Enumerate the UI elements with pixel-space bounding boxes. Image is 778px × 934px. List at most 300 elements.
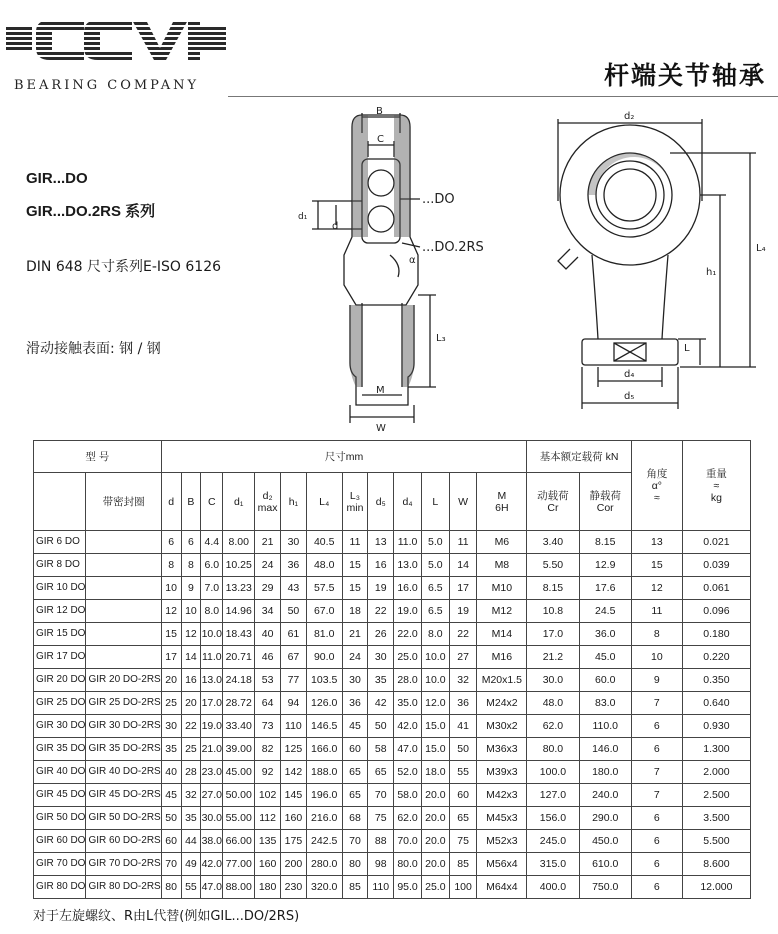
value-cell: 13.0	[394, 554, 422, 577]
header-load-ratings: 基本额定载荷 kN	[527, 441, 632, 473]
value-cell: 21.2	[527, 646, 579, 669]
value-cell: 100	[449, 876, 477, 899]
value-cell: 23.0	[201, 761, 223, 784]
value-cell: 92	[255, 761, 281, 784]
sealed-model-cell	[86, 600, 161, 623]
value-cell: 12	[631, 577, 682, 600]
value-cell: 6	[631, 715, 682, 738]
value-cell: 15	[342, 577, 368, 600]
model-cell: GIR 40 DO	[34, 761, 86, 784]
value-cell: 145	[281, 784, 307, 807]
value-cell: 80	[161, 876, 181, 899]
sealed-model-cell	[86, 577, 161, 600]
value-cell: 18.43	[223, 623, 255, 646]
value-cell: 6	[631, 830, 682, 853]
value-cell: 17.0	[527, 623, 579, 646]
value-cell: M52x3	[477, 830, 527, 853]
value-cell: 45.00	[223, 761, 255, 784]
value-cell: 50	[449, 738, 477, 761]
value-cell: 11	[342, 531, 368, 554]
model-cell: GIR 80 DO	[34, 876, 86, 899]
value-cell: 62.0	[527, 715, 579, 738]
value-cell: 242.5	[306, 830, 342, 853]
value-cell: 17.0	[201, 692, 223, 715]
value-cell: M20x1.5	[477, 669, 527, 692]
model-cell: GIR 30 DO	[34, 715, 86, 738]
value-cell: 55	[449, 761, 477, 784]
value-cell: 166.0	[306, 738, 342, 761]
label-M: M	[376, 385, 385, 396]
header-dim-col-line1: M	[497, 489, 507, 502]
value-cell: 21	[255, 531, 281, 554]
value-cell: 30.0	[527, 669, 579, 692]
header-weight-approx: ≈	[713, 479, 720, 492]
header-sealed: 带密封圈	[86, 473, 161, 531]
value-cell: 58.0	[394, 784, 422, 807]
value-cell: 216.0	[306, 807, 342, 830]
value-cell: 3.500	[682, 807, 750, 830]
header-divider	[228, 96, 778, 97]
header-dim-col	[477, 473, 527, 531]
company-logo	[6, 12, 226, 92]
value-cell: 180.0	[579, 761, 631, 784]
value-cell: 53	[255, 669, 281, 692]
value-cell: M30x2	[477, 715, 527, 738]
value-cell: 110	[281, 715, 307, 738]
value-cell: 10	[631, 646, 682, 669]
value-cell: 10	[161, 577, 181, 600]
value-cell: 146.0	[579, 738, 631, 761]
value-cell: 42.0	[201, 853, 223, 876]
value-cell: 15	[631, 554, 682, 577]
value-cell: 41	[449, 715, 477, 738]
value-cell: 0.640	[682, 692, 750, 715]
value-cell: 102	[255, 784, 281, 807]
value-cell: 81.0	[306, 623, 342, 646]
sealed-model-cell: GIR 60 DO-2RS	[86, 830, 161, 853]
value-cell: 9	[181, 577, 201, 600]
value-cell: 17.6	[579, 577, 631, 600]
series-title-do2rs: GIR...DO.2RS 系列	[26, 203, 156, 220]
model-cell: GIR 20 DO	[34, 669, 86, 692]
value-cell: 95.0	[394, 876, 422, 899]
value-cell: 10.0	[201, 623, 223, 646]
value-cell: 3.40	[527, 531, 579, 554]
value-cell: 6.0	[201, 554, 223, 577]
value-cell: 64	[255, 692, 281, 715]
model-cell: GIR 35 DO	[34, 738, 86, 761]
value-cell: 14	[181, 646, 201, 669]
label-alpha: α	[409, 255, 416, 266]
table-row	[34, 853, 751, 876]
value-cell: 0.096	[682, 600, 750, 623]
value-cell: 28	[181, 761, 201, 784]
header-dim-col-line1: L	[432, 495, 439, 508]
header-model: 型 号	[34, 441, 162, 473]
header-dim-col	[368, 473, 394, 531]
label-h1: h₁	[706, 267, 717, 278]
header-dim-col-line1: d₅	[375, 495, 386, 508]
value-cell: 8.0	[421, 623, 449, 646]
ccvi-logo-mark	[6, 12, 226, 68]
value-cell: 6.5	[421, 577, 449, 600]
value-cell: 24	[342, 646, 368, 669]
label-W: W	[376, 423, 386, 434]
value-cell: 70.0	[394, 830, 422, 853]
table-row	[34, 715, 751, 738]
model-cell: GIR 12 DO	[34, 600, 86, 623]
value-cell: 8	[161, 554, 181, 577]
value-cell: 19	[449, 600, 477, 623]
header-dim-col	[255, 473, 281, 531]
value-cell: 65	[368, 761, 394, 784]
header-dim-col	[449, 473, 477, 531]
value-cell: 11.0	[201, 646, 223, 669]
sealed-model-cell: GIR 45 DO-2RS	[86, 784, 161, 807]
value-cell: 38.0	[201, 830, 223, 853]
value-cell: 65	[342, 784, 368, 807]
header-dim-col-line2: 6H	[495, 501, 509, 514]
header-load-col-line2: Cr	[547, 501, 559, 514]
header-dim-col	[394, 473, 422, 531]
value-cell: 146.5	[306, 715, 342, 738]
value-cell: 55.00	[223, 807, 255, 830]
value-cell: 62.0	[394, 807, 422, 830]
value-cell: 82	[255, 738, 281, 761]
value-cell: 43	[281, 577, 307, 600]
table-row	[34, 738, 751, 761]
series-title-do: GIR...DO	[26, 170, 88, 187]
value-cell: 36.0	[579, 623, 631, 646]
table-body	[34, 531, 751, 899]
value-cell: 75	[368, 807, 394, 830]
value-cell: M8	[477, 554, 527, 577]
value-cell: 27	[449, 646, 477, 669]
value-cell: 0.350	[682, 669, 750, 692]
header-dim-col	[306, 473, 342, 531]
header-dim-col-line1: d₁	[234, 495, 244, 508]
value-cell: 0.061	[682, 577, 750, 600]
value-cell: 24.5	[579, 600, 631, 623]
value-cell: 18.0	[421, 761, 449, 784]
model-cell: GIR 10 DO	[34, 577, 86, 600]
value-cell: 188.0	[306, 761, 342, 784]
value-cell: 127.0	[527, 784, 579, 807]
value-cell: 16	[181, 669, 201, 692]
value-cell: 0.180	[682, 623, 750, 646]
value-cell: 160	[255, 853, 281, 876]
value-cell: M16	[477, 646, 527, 669]
value-cell: 18	[342, 600, 368, 623]
table-row	[34, 876, 751, 899]
value-cell: 36	[281, 554, 307, 577]
value-cell: 33.40	[223, 715, 255, 738]
value-cell: 22	[368, 600, 394, 623]
value-cell: 110.0	[579, 715, 631, 738]
value-cell: 45	[342, 715, 368, 738]
value-cell: 30	[161, 715, 181, 738]
value-cell: 58	[368, 738, 394, 761]
value-cell: 16.0	[394, 577, 422, 600]
value-cell: 46	[255, 646, 281, 669]
value-cell: 160	[281, 807, 307, 830]
header-dim-col-line1: C	[208, 495, 216, 508]
value-cell: 230	[281, 876, 307, 899]
value-cell: 103.5	[306, 669, 342, 692]
value-cell: 60.0	[579, 669, 631, 692]
value-cell: 30	[342, 669, 368, 692]
value-cell: 142	[281, 761, 307, 784]
header-dim-col-line1: L₃	[349, 489, 361, 502]
model-cell: GIR 25 DO	[34, 692, 86, 715]
table-row	[34, 761, 751, 784]
header-load-col	[527, 473, 579, 531]
value-cell: 112	[255, 807, 281, 830]
value-cell: 47.0	[394, 738, 422, 761]
value-cell: 12	[161, 600, 181, 623]
sealed-model-cell: GIR 20 DO-2RS	[86, 669, 161, 692]
value-cell: 15	[161, 623, 181, 646]
value-cell: 20.0	[421, 830, 449, 853]
sealed-model-cell: GIR 80 DO-2RS	[86, 876, 161, 899]
value-cell: 125	[281, 738, 307, 761]
value-cell: 30.0	[201, 807, 223, 830]
header-dim-col-line1: L₄	[319, 495, 330, 508]
value-cell: 25	[181, 738, 201, 761]
value-cell: 240.0	[579, 784, 631, 807]
sealed-model-cell: GIR 50 DO-2RS	[86, 807, 161, 830]
value-cell: 32	[181, 784, 201, 807]
model-cell: GIR 6 DO	[34, 531, 86, 554]
value-cell: 21	[342, 623, 368, 646]
value-cell: 50	[368, 715, 394, 738]
value-cell: 320.0	[306, 876, 342, 899]
spec-table	[33, 440, 751, 899]
sealed-model-cell	[86, 646, 161, 669]
value-cell: 7	[631, 761, 682, 784]
model-cell: GIR 60 DO	[34, 830, 86, 853]
value-cell: 20	[181, 692, 201, 715]
value-cell: 8.0	[201, 600, 223, 623]
table-row	[34, 784, 751, 807]
value-cell: 6	[631, 876, 682, 899]
header-dim-col	[201, 473, 223, 531]
header-dimensions: 尺寸mm	[161, 441, 527, 473]
value-cell: 750.0	[579, 876, 631, 899]
value-cell: 50	[161, 807, 181, 830]
value-cell: 83.0	[579, 692, 631, 715]
standard-reference: DIN 648 尺寸系列E-ISO 6126	[26, 259, 222, 275]
value-cell: 610.0	[579, 853, 631, 876]
value-cell: 44	[181, 830, 201, 853]
value-cell: 0.021	[682, 531, 750, 554]
header-dim-col-line1: d₂	[262, 489, 273, 502]
value-cell: 5.500	[682, 830, 750, 853]
value-cell: 1.300	[682, 738, 750, 761]
value-cell: 14	[449, 554, 477, 577]
value-cell: 65	[342, 761, 368, 784]
value-cell: 22.0	[394, 623, 422, 646]
value-cell: 315.0	[527, 853, 579, 876]
label-L: L	[684, 343, 690, 354]
value-cell: 6	[181, 531, 201, 554]
value-cell: 24.18	[223, 669, 255, 692]
header-dim-col	[281, 473, 307, 531]
header-dim-col	[223, 473, 255, 531]
value-cell: 40.5	[306, 531, 342, 554]
header-dim-col	[161, 473, 181, 531]
rod-end-section-drawing	[290, 105, 530, 435]
value-cell: 48.0	[306, 554, 342, 577]
value-cell: 47.0	[201, 876, 223, 899]
table-row	[34, 623, 751, 646]
table-row	[34, 646, 751, 669]
table-row	[34, 807, 751, 830]
value-cell: 8.15	[579, 531, 631, 554]
value-cell: 52.0	[394, 761, 422, 784]
sealed-model-cell: GIR 35 DO-2RS	[86, 738, 161, 761]
value-cell: 13	[631, 531, 682, 554]
value-cell: 8.600	[682, 853, 750, 876]
value-cell: 80	[342, 853, 368, 876]
value-cell: 75	[449, 830, 477, 853]
value-cell: 8.00	[223, 531, 255, 554]
model-cell: GIR 15 DO	[34, 623, 86, 646]
value-cell: 25.0	[394, 646, 422, 669]
value-cell: 20.0	[421, 784, 449, 807]
header-load-col	[579, 473, 631, 531]
footnote: 对于左旋螺纹、R由L代替(例如GIL...DO/2RS)	[33, 909, 300, 924]
value-cell: 8.15	[527, 577, 579, 600]
header-dim-col-line1: d	[168, 495, 175, 508]
value-cell: 10.0	[421, 669, 449, 692]
label-d5: d₅	[624, 391, 635, 402]
value-cell: 29	[255, 577, 281, 600]
value-cell: 85	[449, 853, 477, 876]
value-cell: 20.71	[223, 646, 255, 669]
value-cell: M45x3	[477, 807, 527, 830]
value-cell: 126.0	[306, 692, 342, 715]
value-cell: 55	[181, 876, 201, 899]
value-cell: 6.5	[421, 600, 449, 623]
header-dim-col	[342, 473, 368, 531]
sealed-model-cell: GIR 30 DO-2RS	[86, 715, 161, 738]
value-cell: 8	[181, 554, 201, 577]
label-L4: L₄	[756, 243, 766, 254]
value-cell: 135	[255, 830, 281, 853]
value-cell: 98	[368, 853, 394, 876]
label-d1: d₁	[298, 212, 308, 222]
value-cell: M64x4	[477, 876, 527, 899]
sealed-model-cell	[86, 531, 161, 554]
value-cell: 32	[449, 669, 477, 692]
header-model-blank	[34, 473, 86, 531]
model-cell: GIR 50 DO	[34, 807, 86, 830]
sealed-model-cell	[86, 554, 161, 577]
table-row	[34, 692, 751, 715]
value-cell: 2.500	[682, 784, 750, 807]
value-cell: 70	[161, 853, 181, 876]
value-cell: 0.039	[682, 554, 750, 577]
header-dim-col	[181, 473, 201, 531]
value-cell: 19.0	[394, 600, 422, 623]
sealed-model-cell	[86, 623, 161, 646]
value-cell: 0.220	[682, 646, 750, 669]
value-cell: 13.23	[223, 577, 255, 600]
value-cell: 6	[631, 807, 682, 830]
value-cell: 90.0	[306, 646, 342, 669]
table-row	[34, 531, 751, 554]
label-d2: d₂	[624, 111, 635, 122]
value-cell: 2.000	[682, 761, 750, 784]
value-cell: 19	[368, 577, 394, 600]
value-cell: 6	[631, 853, 682, 876]
value-cell: 5.50	[527, 554, 579, 577]
value-cell: 15	[342, 554, 368, 577]
header-dim-col-line1: W	[458, 495, 469, 508]
sealed-model-cell: GIR 70 DO-2RS	[86, 853, 161, 876]
value-cell: 35	[161, 738, 181, 761]
value-cell: 12.0	[421, 692, 449, 715]
value-cell: M36x3	[477, 738, 527, 761]
value-cell: 68	[342, 807, 368, 830]
value-cell: 100.0	[527, 761, 579, 784]
value-cell: 7.0	[201, 577, 223, 600]
model-cell: GIR 17 DO	[34, 646, 86, 669]
model-cell: GIR 70 DO	[34, 853, 86, 876]
label-d: d	[332, 221, 339, 232]
value-cell: 20	[161, 669, 181, 692]
value-cell: 88.00	[223, 876, 255, 899]
value-cell: 21.0	[201, 738, 223, 761]
label-C: C	[377, 134, 384, 145]
value-cell: 7	[631, 784, 682, 807]
sealed-model-cell: GIR 40 DO-2RS	[86, 761, 161, 784]
value-cell: 80.0	[527, 738, 579, 761]
model-cell: GIR 8 DO	[34, 554, 86, 577]
sealed-model-cell: GIR 25 DO-2RS	[86, 692, 161, 715]
value-cell: 17	[161, 646, 181, 669]
value-cell: 50	[281, 600, 307, 623]
table-row	[34, 577, 751, 600]
value-cell: 24	[255, 554, 281, 577]
value-cell: 85	[342, 876, 368, 899]
value-cell: 94	[281, 692, 307, 715]
value-cell: 40	[161, 761, 181, 784]
value-cell: 13.0	[201, 669, 223, 692]
value-cell: M56x4	[477, 853, 527, 876]
value-cell: 12.000	[682, 876, 750, 899]
label-B: B	[376, 106, 383, 117]
value-cell: M42x3	[477, 784, 527, 807]
table-row	[34, 669, 751, 692]
header-dim-col-line1: B	[187, 495, 195, 508]
header-angle-symbol: α°	[651, 479, 662, 492]
value-cell: 20.0	[421, 853, 449, 876]
value-cell: 156.0	[527, 807, 579, 830]
value-cell: 8	[631, 623, 682, 646]
value-cell: 35.0	[394, 692, 422, 715]
model-cell: GIR 45 DO	[34, 784, 86, 807]
value-cell: 70	[342, 830, 368, 853]
table-row	[34, 830, 751, 853]
value-cell: 9	[631, 669, 682, 692]
value-cell: 70	[368, 784, 394, 807]
value-cell: 57.5	[306, 577, 342, 600]
header-load-col-line1: 静载荷	[589, 489, 621, 502]
label-L3: L₃	[436, 333, 446, 344]
value-cell: M10	[477, 577, 527, 600]
